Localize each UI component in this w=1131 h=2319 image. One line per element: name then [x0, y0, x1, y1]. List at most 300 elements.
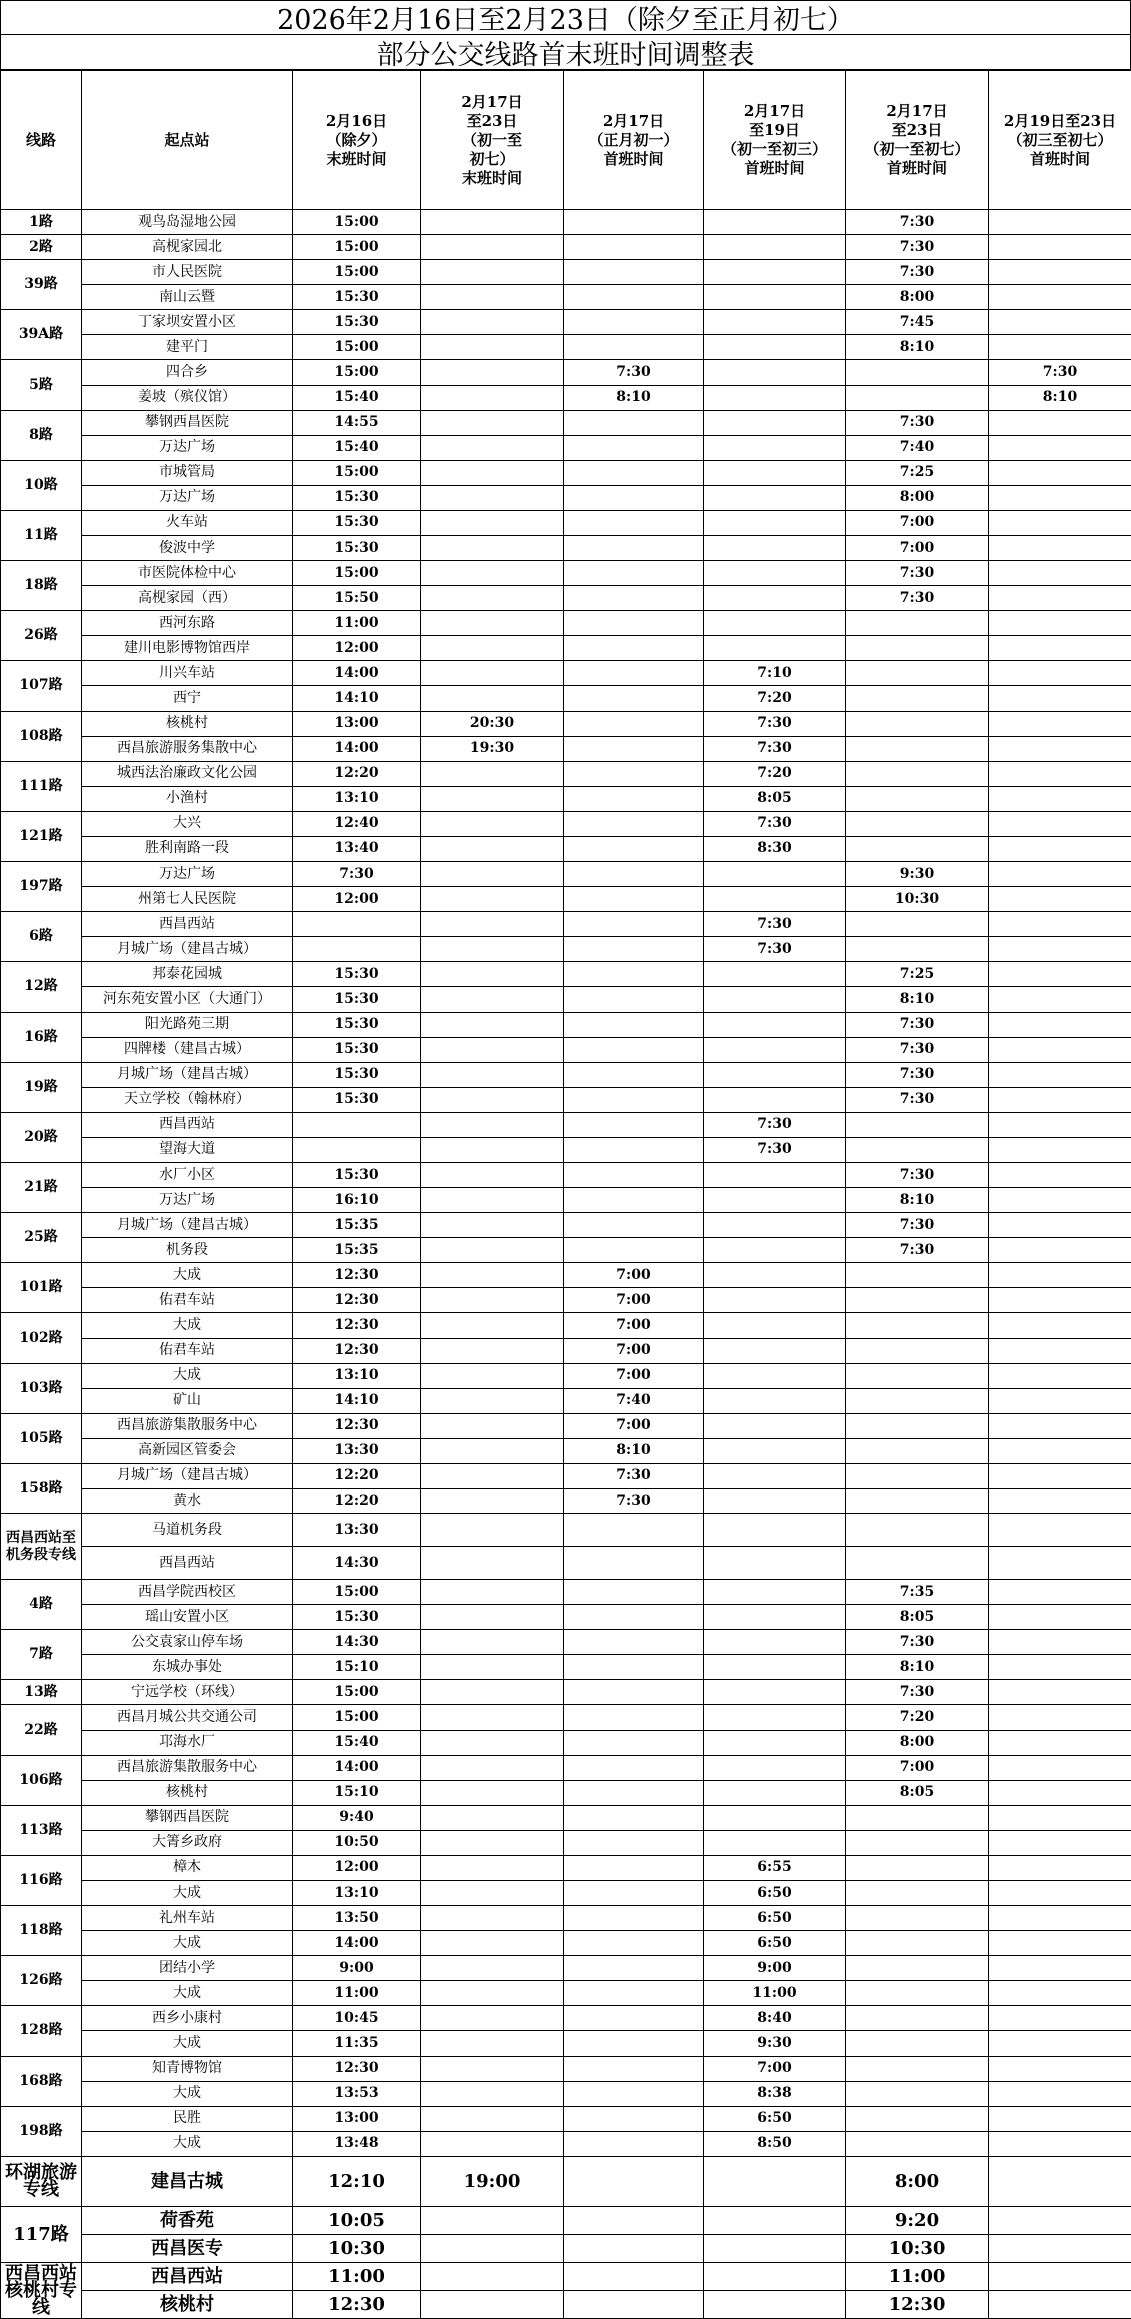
- time-cell: [564, 887, 704, 912]
- time-cell: [989, 937, 1131, 962]
- route-cell: 103路: [1, 1363, 82, 1413]
- time-cell: 7:30: [846, 410, 989, 435]
- header-station: 起点站: [82, 71, 293, 210]
- time-cell: 11:00: [846, 2262, 989, 2290]
- time-cell: [421, 1112, 564, 1137]
- time-cell: [421, 862, 564, 887]
- time-cell: [564, 2106, 704, 2131]
- time-cell: [564, 2006, 704, 2031]
- time-cell: [704, 1680, 846, 1705]
- station-cell: 火车站: [82, 510, 293, 535]
- time-cell: [564, 285, 704, 310]
- time-cell: [846, 1981, 989, 2006]
- document-subtitle: 部分公交线路首末班时间调整表: [0, 35, 1131, 70]
- time-cell: [704, 1012, 846, 1037]
- station-cell: 知青博物馆: [82, 2056, 293, 2081]
- time-cell: 15:00: [293, 1705, 421, 1730]
- time-cell: 15:00: [293, 360, 421, 385]
- route-cell: 101路: [1, 1263, 82, 1313]
- table-row: [1, 1881, 1131, 1906]
- time-cell: 13:40: [293, 836, 421, 861]
- time-cell: 12:30: [293, 2056, 421, 2081]
- time-cell: [846, 836, 989, 861]
- station-cell: 大成: [82, 2131, 293, 2156]
- time-cell: [421, 1705, 564, 1730]
- time-cell: [564, 1655, 704, 1680]
- time-cell: 7:30: [846, 1037, 989, 1062]
- time-cell: 7:30: [846, 1630, 989, 1655]
- time-cell: [421, 1238, 564, 1263]
- time-cell: [989, 1162, 1131, 1187]
- time-cell: [421, 2262, 564, 2290]
- time-cell: [564, 2031, 704, 2056]
- time-cell: [704, 1087, 846, 1112]
- time-cell: [421, 335, 564, 360]
- time-cell: [704, 385, 846, 410]
- time-cell: 7:30: [704, 912, 846, 937]
- time-cell: [989, 1655, 1131, 1680]
- station-cell: 邛海水厂: [82, 1730, 293, 1755]
- route-cell: 21路: [1, 1162, 82, 1212]
- time-cell: 15:30: [293, 1162, 421, 1187]
- time-cell: 14:00: [293, 1755, 421, 1780]
- table-row: [1, 1338, 1131, 1363]
- time-cell: [846, 711, 989, 736]
- time-cell: 7:30: [989, 360, 1131, 385]
- time-cell: 15:30: [293, 1012, 421, 1037]
- time-cell: 13:00: [293, 711, 421, 736]
- time-cell: 15:00: [293, 335, 421, 360]
- time-cell: [989, 761, 1131, 786]
- time-cell: [421, 912, 564, 937]
- time-cell: 14:30: [293, 1547, 421, 1580]
- time-cell: [564, 2131, 704, 2156]
- table-row: [1, 1805, 1131, 1830]
- route-cell: 12路: [1, 962, 82, 1012]
- station-cell: 小渔村: [82, 786, 293, 811]
- time-cell: [989, 2262, 1131, 2290]
- time-cell: [704, 1514, 846, 1547]
- table-row: [1, 360, 1131, 385]
- table-row: [1, 2234, 1131, 2262]
- time-cell: [989, 2131, 1131, 2156]
- table-row: [1, 1012, 1131, 1037]
- time-cell: [704, 636, 846, 661]
- time-cell: [704, 586, 846, 611]
- time-cell: [564, 1037, 704, 1062]
- time-cell: [704, 1780, 846, 1805]
- time-cell: 7:30: [846, 561, 989, 586]
- time-cell: 8:10: [846, 1655, 989, 1680]
- time-cell: [564, 962, 704, 987]
- header-col-5: 2月17日 至23日 （初一至初七） 首班时间: [846, 71, 989, 210]
- time-cell: [989, 1112, 1131, 1137]
- time-cell: [989, 1855, 1131, 1880]
- time-cell: 8:30: [704, 836, 846, 861]
- time-cell: 12:00: [293, 636, 421, 661]
- time-cell: [704, 360, 846, 385]
- time-cell: [421, 1906, 564, 1931]
- route-cell: 7路: [1, 1630, 82, 1680]
- route-cell: 108路: [1, 711, 82, 761]
- time-cell: [989, 1705, 1131, 1730]
- time-cell: [989, 1805, 1131, 1830]
- time-cell: 12:30: [293, 1263, 421, 1288]
- station-cell: 攀钢西昌医院: [82, 410, 293, 435]
- time-cell: 10:30: [846, 2234, 989, 2262]
- station-cell: 西乡小康村: [82, 2006, 293, 2031]
- time-cell: [421, 1012, 564, 1037]
- time-cell: [564, 1680, 704, 1705]
- time-cell: [989, 1037, 1131, 1062]
- table-row: [1, 536, 1131, 561]
- table-row: [1, 912, 1131, 937]
- time-cell: 7:30: [564, 360, 704, 385]
- time-cell: [421, 1755, 564, 1780]
- time-cell: [421, 1388, 564, 1413]
- time-cell: [846, 2031, 989, 2056]
- time-cell: [421, 561, 564, 586]
- time-cell: 7:45: [846, 310, 989, 335]
- table-row: [1, 485, 1131, 510]
- time-cell: [564, 335, 704, 360]
- time-cell: 8:10: [989, 385, 1131, 410]
- time-cell: 7:00: [846, 1755, 989, 1780]
- time-cell: [846, 912, 989, 937]
- time-cell: [421, 1087, 564, 1112]
- time-cell: 8:00: [846, 1730, 989, 1755]
- time-cell: [421, 1881, 564, 1906]
- time-cell: [704, 1388, 846, 1413]
- route-cell: 39路: [1, 260, 82, 310]
- time-cell: [704, 1062, 846, 1087]
- time-cell: 8:50: [704, 2131, 846, 2156]
- schedule-body: [1, 210, 1131, 2319]
- time-cell: [704, 1313, 846, 1338]
- station-cell: 阳光路苑三期: [82, 1012, 293, 1037]
- time-cell: [564, 260, 704, 285]
- table-row: [1, 1855, 1131, 1880]
- time-cell: [989, 310, 1131, 335]
- time-cell: [293, 1112, 421, 1137]
- time-cell: 15:35: [293, 1238, 421, 1263]
- time-cell: [989, 1263, 1131, 1288]
- time-cell: [421, 1780, 564, 1805]
- station-cell: 西昌西站: [82, 2262, 293, 2290]
- time-cell: 7:00: [564, 1263, 704, 1288]
- time-cell: [564, 1755, 704, 1780]
- time-cell: [704, 2206, 846, 2234]
- table-row: [1, 1363, 1131, 1388]
- time-cell: [846, 1288, 989, 1313]
- route-cell: 25路: [1, 1213, 82, 1263]
- station-cell: 机务段: [82, 1238, 293, 1263]
- time-cell: [989, 912, 1131, 937]
- time-cell: [564, 661, 704, 686]
- route-cell: 2路: [1, 235, 82, 260]
- station-cell: 四合乡: [82, 360, 293, 385]
- time-cell: [989, 1580, 1131, 1605]
- time-cell: [704, 1413, 846, 1438]
- route-cell: 118路: [1, 1906, 82, 1956]
- time-cell: [564, 1906, 704, 1931]
- time-cell: [989, 1830, 1131, 1855]
- time-cell: [989, 811, 1131, 836]
- time-cell: 12:30: [293, 1338, 421, 1363]
- time-cell: 15:30: [293, 536, 421, 561]
- time-cell: 12:00: [293, 1855, 421, 1880]
- time-cell: 7:30: [846, 260, 989, 285]
- table-row: [1, 1438, 1131, 1463]
- table-row: [1, 811, 1131, 836]
- time-cell: [564, 636, 704, 661]
- station-cell: 攀钢西昌医院: [82, 1805, 293, 1830]
- time-cell: [846, 1881, 989, 1906]
- time-cell: 7:30: [846, 1238, 989, 1263]
- station-cell: 天立学校（翰林府）: [82, 1087, 293, 1112]
- time-cell: 7:30: [846, 1062, 989, 1087]
- time-cell: 11:00: [293, 2262, 421, 2290]
- route-cell: 39A路: [1, 310, 82, 360]
- time-cell: [564, 786, 704, 811]
- time-cell: [704, 987, 846, 1012]
- time-cell: 7:30: [564, 1488, 704, 1513]
- time-cell: [421, 1514, 564, 1547]
- time-cell: [704, 210, 846, 235]
- time-cell: 7:40: [846, 435, 989, 460]
- time-cell: [421, 887, 564, 912]
- time-cell: 13:50: [293, 1906, 421, 1931]
- table-row: [1, 786, 1131, 811]
- time-cell: 15:40: [293, 1730, 421, 1755]
- time-cell: 7:00: [846, 510, 989, 535]
- time-cell: 15:10: [293, 1655, 421, 1680]
- time-cell: [846, 1388, 989, 1413]
- table-row: [1, 1463, 1131, 1488]
- time-cell: 14:30: [293, 1630, 421, 1655]
- time-cell: 13:10: [293, 1881, 421, 1906]
- time-cell: [564, 1547, 704, 1580]
- time-cell: [421, 1931, 564, 1956]
- time-cell: [704, 1463, 846, 1488]
- time-cell: [846, 636, 989, 661]
- table-row: [1, 2262, 1131, 2290]
- time-cell: [421, 686, 564, 711]
- time-cell: [564, 1981, 704, 2006]
- time-cell: [704, 2290, 846, 2318]
- time-cell: 12:10: [293, 2156, 421, 2206]
- route-cell: 126路: [1, 1956, 82, 2006]
- time-cell: 10:30: [293, 2234, 421, 2262]
- time-cell: [421, 2234, 564, 2262]
- time-cell: [421, 2006, 564, 2031]
- station-cell: 市人民医院: [82, 260, 293, 285]
- time-cell: [421, 485, 564, 510]
- time-cell: 7:30: [846, 210, 989, 235]
- time-cell: 12:40: [293, 811, 421, 836]
- time-cell: [421, 1488, 564, 1513]
- time-cell: 13:30: [293, 1514, 421, 1547]
- time-cell: [846, 1438, 989, 1463]
- station-cell: 大成: [82, 1313, 293, 1338]
- time-cell: [846, 1830, 989, 1855]
- time-cell: [846, 1463, 989, 1488]
- time-cell: [564, 1213, 704, 1238]
- route-cell: 158路: [1, 1463, 82, 1513]
- time-cell: [989, 1087, 1131, 1112]
- time-cell: [704, 285, 846, 310]
- route-cell: 1路: [1, 210, 82, 235]
- time-cell: 19:00: [421, 2156, 564, 2206]
- station-cell: 宁远学校（环线）: [82, 1680, 293, 1705]
- time-cell: [564, 862, 704, 887]
- station-cell: 西昌西站: [82, 912, 293, 937]
- time-cell: [704, 1605, 846, 1630]
- time-cell: [564, 1780, 704, 1805]
- time-cell: [989, 235, 1131, 260]
- time-cell: [989, 510, 1131, 535]
- time-cell: 7:00: [564, 1338, 704, 1363]
- station-cell: 城西法治廉政文化公园: [82, 761, 293, 786]
- station-cell: 民胜: [82, 2106, 293, 2131]
- time-cell: [704, 536, 846, 561]
- time-cell: [989, 460, 1131, 485]
- header-col-2: 2月17日 至23日 （初一至 初七） 末班时间: [421, 71, 564, 210]
- time-cell: [704, 1830, 846, 1855]
- table-row: [1, 1705, 1131, 1730]
- time-cell: [564, 937, 704, 962]
- time-cell: 14:10: [293, 1388, 421, 1413]
- time-cell: 15:00: [293, 460, 421, 485]
- time-cell: [704, 260, 846, 285]
- time-cell: [704, 1238, 846, 1263]
- time-cell: 7:30: [846, 1162, 989, 1187]
- table-row: [1, 1680, 1131, 1705]
- time-cell: [989, 1388, 1131, 1413]
- time-cell: [846, 1956, 989, 1981]
- table-row: [1, 1605, 1131, 1630]
- time-cell: 8:40: [704, 2006, 846, 2031]
- time-cell: [564, 761, 704, 786]
- time-cell: [421, 1605, 564, 1630]
- time-cell: 8:10: [564, 1438, 704, 1463]
- time-cell: 15:00: [293, 561, 421, 586]
- time-cell: [704, 862, 846, 887]
- time-cell: 8:38: [704, 2081, 846, 2106]
- time-cell: 12:00: [293, 887, 421, 912]
- time-cell: [989, 1931, 1131, 1956]
- time-cell: [421, 1981, 564, 2006]
- route-cell: 105路: [1, 1413, 82, 1463]
- time-cell: [989, 1547, 1131, 1580]
- time-cell: 8:05: [846, 1780, 989, 1805]
- table-row: [1, 1313, 1131, 1338]
- time-cell: [704, 1363, 846, 1388]
- route-cell: 5路: [1, 360, 82, 410]
- time-cell: [704, 1188, 846, 1213]
- time-cell: [704, 1213, 846, 1238]
- time-cell: [989, 686, 1131, 711]
- route-cell: 16路: [1, 1012, 82, 1062]
- time-cell: 10:05: [293, 2206, 421, 2234]
- header-col-4: 2月17日 至19日 （初一至初三） 首班时间: [704, 71, 846, 210]
- station-cell: 西宁: [82, 686, 293, 711]
- time-cell: [704, 435, 846, 460]
- time-cell: [421, 510, 564, 535]
- time-cell: 13:10: [293, 786, 421, 811]
- station-cell: 大成: [82, 1263, 293, 1288]
- time-cell: [421, 1213, 564, 1238]
- table-row: [1, 836, 1131, 861]
- station-cell: 建昌古城: [82, 2156, 293, 2206]
- station-cell: 大成: [82, 2031, 293, 2056]
- station-cell: 佑君车站: [82, 1338, 293, 1363]
- time-cell: 15:30: [293, 1062, 421, 1087]
- table-row: [1, 1062, 1131, 1087]
- time-cell: [989, 2106, 1131, 2131]
- time-cell: [704, 1655, 846, 1680]
- time-cell: [989, 2006, 1131, 2031]
- time-cell: [564, 836, 704, 861]
- time-cell: [989, 1213, 1131, 1238]
- table-row: [1, 310, 1131, 335]
- time-cell: [989, 1956, 1131, 1981]
- time-cell: 14:00: [293, 1931, 421, 1956]
- time-cell: [564, 1630, 704, 1655]
- route-cell: 117路: [1, 2206, 82, 2262]
- table-row: [1, 561, 1131, 586]
- time-cell: 7:00: [564, 1313, 704, 1338]
- header-row: [1, 71, 1131, 210]
- table-row: [1, 1288, 1131, 1313]
- time-cell: [421, 2056, 564, 2081]
- time-cell: [421, 836, 564, 861]
- time-cell: 8:10: [846, 335, 989, 360]
- time-cell: [989, 2056, 1131, 2081]
- document-title: 2026年2月16日至2月23日（除夕至正月初七）: [0, 0, 1131, 35]
- time-cell: [704, 1580, 846, 1605]
- time-cell: [564, 2290, 704, 2318]
- station-cell: 黄水: [82, 1488, 293, 1513]
- route-cell: 4路: [1, 1580, 82, 1630]
- time-cell: 15:50: [293, 586, 421, 611]
- time-cell: 7:30: [704, 811, 846, 836]
- time-cell: [564, 686, 704, 711]
- station-cell: 市医院体检中心: [82, 561, 293, 586]
- station-cell: 大成: [82, 1981, 293, 2006]
- station-cell: 大成: [82, 1881, 293, 1906]
- time-cell: 9:30: [846, 862, 989, 887]
- time-cell: [989, 536, 1131, 561]
- time-cell: [564, 2262, 704, 2290]
- time-cell: [564, 1605, 704, 1630]
- time-cell: 8:10: [564, 385, 704, 410]
- header-route: 线路: [1, 71, 82, 210]
- time-cell: 15:10: [293, 1780, 421, 1805]
- time-cell: 7:30: [293, 862, 421, 887]
- time-cell: 7:25: [846, 460, 989, 485]
- time-cell: [989, 836, 1131, 861]
- time-cell: 14:00: [293, 736, 421, 761]
- time-cell: [989, 736, 1131, 761]
- route-cell: 106路: [1, 1755, 82, 1805]
- time-cell: 15:30: [293, 987, 421, 1012]
- time-cell: 7:00: [564, 1288, 704, 1313]
- time-cell: [989, 887, 1131, 912]
- table-row: [1, 736, 1131, 761]
- time-cell: 12:20: [293, 1488, 421, 1513]
- table-row: [1, 1238, 1131, 1263]
